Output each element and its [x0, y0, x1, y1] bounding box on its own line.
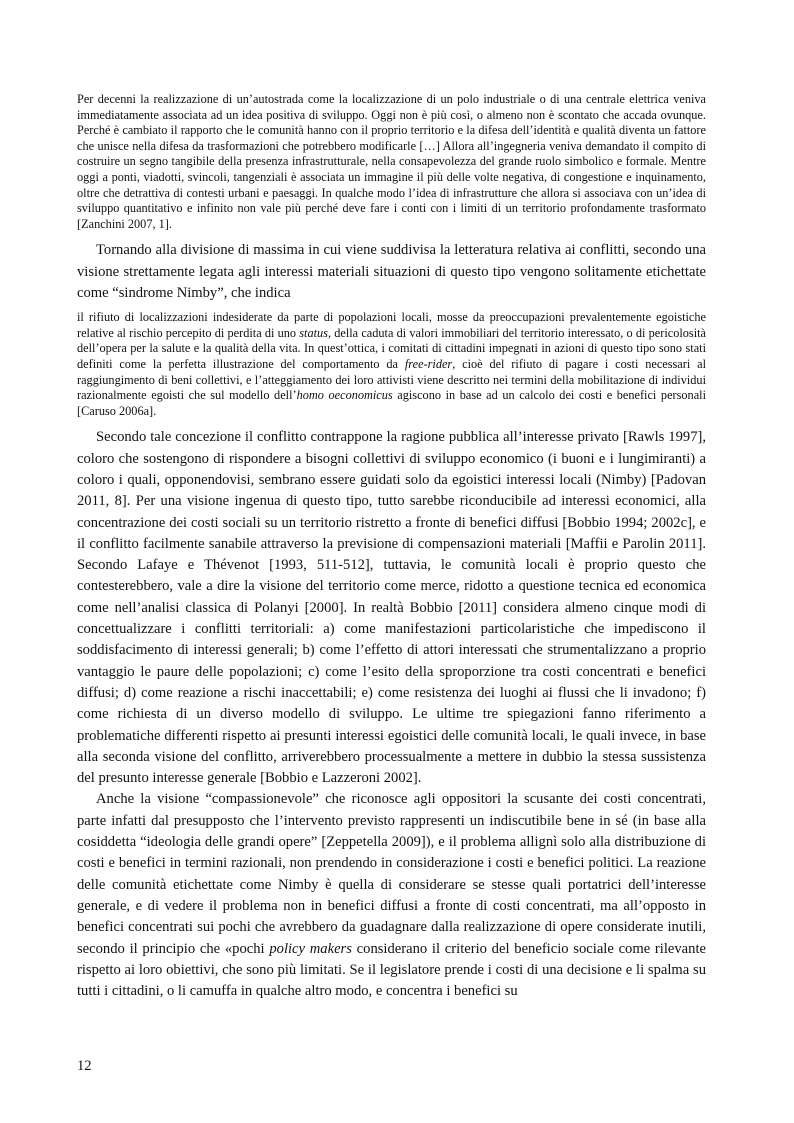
- page-body: [77, 92, 706, 1002]
- paragraph-compassionate-view: Anche la visione “compassionevole” che riconosce agli oppositori la scusante dei costi concentrati, parte infatti dal presupposto che l’intervento previsto rappresenti un indiscutibile bene in sé (in base alla cosiddetta “ideologia delle grandi opere” [Zeppetella 2009]), e il problema allignì solo alla distribuzione di costi e benefici in termini razionali, non prendendo in considerazione i costi e benefici politici. La reazione delle comunità etichettate come Nimby è quella di considerare se stesse quali portatrici dell’interesse generale, e di vedere il problema non in benefici diffusi a fronte di costi concentrati, ma all’opposto in benefici concentrati sui pochi che avrebbero da guadagnare dalla realizzazione di opere considerate inutili, secondo il principio che «pochi policy makers considerano il criterio del beneficio sociale come rilevante rispetto ai loro obiettivi, che sono più limitati. Se il legislatore prende i costi di una decisione e li spalma su tutti i cittadini, o li camuffa in qualche altro modo, e concentra i benefici su: [77, 791, 706, 1000]
- block-quote-zanchini: Per decenni la realizzazione di un’autostrada come la localizzazione di un polo industriale o di una centrale elettrica veniva immediatamente associata ad un idea positiva di sviluppo. Oggi non è più così, o almeno non è scontato che accada ovunque. Perché è cambiato il rapporto che le comunità hanno con il proprio territorio e la difesa dell’identità e qualità diventa un fattore che unisce nella difesa da trasformazioni che potrebbero modificarle […] Allora all’ingegneria veniva demandato il compito di costruire un segno tangibile della presenza infrastrutturale, nella consapevolezza del grande ruolo simbolico e formale. Mentre oggi a ponti, viadotti, svincoli, tangenziali è associata un immagine il più delle volte negativa, di congestione e inquinamento, oltre che detrattiva di contesti urbani e paesaggi. In qualche modo l’idea di infrastrutture che allora si associava con un’idea di sviluppo quantitativo e infinito non vale più perché deve fare i conti con i limiti di un territorio profondamente trasformato [Zanchini 2007, 1].: [77, 92, 706, 231]
- italic-homo-oeconomicus: homo oeconomicus: [296, 388, 393, 403]
- italic-policy-makers: policy makers: [269, 940, 352, 957]
- paragraph-nimby-intro: Tornando alla divisione di massima in cui viene suddivisa la letteratura relativa ai conflitti, secondo una visione strettamente legata agli interessi materiali situazioni di questo tipo vengono solitamente etichettate come “sindrome Nimby”, che indica: [77, 242, 706, 301]
- block-quote-caruso: il rifiuto di localizzazioni indesiderate da parte di popolazioni locali, mosse da preoccupazioni prevalentemente egoistiche relative al rischio percepito di perdita di uno status, della caduta di valori immobiliari del territorio interessato, o di pericolosità dell’opera per la salute e la qualità della vita. In quest’ottica, i comitati di cittadini impegnati in azioni di questo tipo sono stati definiti come la perfetta illustrazione del comportamento da free-rider, cioè del rifiuto di pagare i costi necessari al raggiungimento di beni collettivi, e l’atteggiamento dei loro attivisti viene descritto nei termini della mobilitazione di individui razionalmente egoisti che sul modello dell’homo oeconomicus agiscono in base ad un calcolo dei costi e benefici personali [Caruso 2006a].: [77, 310, 706, 418]
- italic-status: status: [299, 325, 328, 340]
- italic-free-rider: free-rider: [404, 357, 453, 372]
- page-number: 12: [77, 1058, 92, 1074]
- paragraph-conflict-concept: Secondo tale concezione il conflitto contrappone la ragione pubblica all’interesse privato [Rawls 1997], coloro che sostengono di rispondere a bisogni collettivi di sviluppo economico (i buoni e i lungimiranti) a coloro i quali, opponendovisi, sembrano essere guidati solo da egoistici interessi locali (Nimby) [Padovan 2011, 8]. Per una visione ingenua di questo tipo, tutto sarebbe riconducibile ad interessi economici, alla concentrazione dei costi sociali su un territorio ristretto a fronte di benefici diffusi [Bobbio 1994; 2002c], e il conflitto facilmente sanabile attraverso la previsione di compensazioni materiali [Maffii e Parolin 2011]. Secondo Lafaye e Thévenot [1993, 511-512], tuttavia, le comunità locali è proprio questo che contesterebbero, vale a dire la visione del territorio come merce, ridotto a questione tecnica ed economica come nell’analisi classica di Polanyi [2000]. In realtà Bobbio [2011] considera almeno cinque modi di concettualizzare i conflitti territoriali: a) come manifestazioni particolaristiche che impediscono il soddisfacimento di interessi generali; b) come l’effetto di attori interessati che strumentalizzano a proprio vantaggio le paure delle popolazioni; c) come l’esito della sproporzione tra costi concentrati e benefici diffusi; d) come reazione a rischi inaccettabili; e) come resistenza dei luoghi ai flussi che li invadono; f) come richiesta di un diverso modello di sviluppo. Le ultime tre spiegazioni fanno riferimento a problematiche differenti rispetto ai presunti interessi egoistici delle comunità locali, le quali invece, in base alla seconda visione del conflitto, arriverebbero processualmente a mettere in dubbio la stessa sussistenza del presunto interesse generale [Bobbio e Lazzeroni 2002].: [77, 429, 706, 787]
